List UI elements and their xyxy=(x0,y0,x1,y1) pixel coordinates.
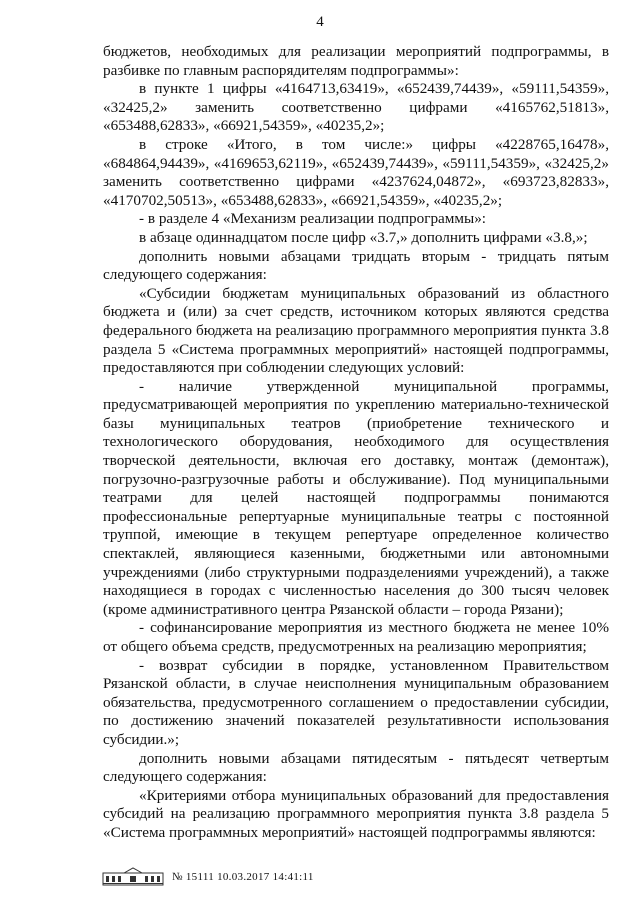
paragraph: дополнить новыми абзацами тридцать вторым - тридцать пятым следующего содержания: xyxy=(103,247,609,284)
paragraph: «Субсидии бюджетам муниципальных образований из областного бюджета и (или) за счет средств, источником которых являются средства федерального бюджета на реализацию программного мероприятия пункта 3.8 раздела 5 «Система программных мероприятий» настоящей подпрограммы, предоставляются при соблюдении следующих условий: xyxy=(103,284,609,377)
paragraph: - в разделе 4 «Механизм реализации подпрограммы»: xyxy=(139,210,487,228)
document-body xyxy=(103,43,609,843)
paragraph: в абзаце одиннадцатом после цифр «3.7,» дополнить цифрами «3.8,»; xyxy=(139,228,588,246)
page-number: 4 xyxy=(316,14,324,30)
paragraph: - софинансирование мероприятия из местного бюджета не менее 10% от общего объема средств, предусмотренных на реализацию мероприятия; xyxy=(103,619,609,655)
document-footer xyxy=(102,866,314,888)
paragraph: в пункте 1 цифры «4164713,63419», «652439,74439», «59111,54359», «32425,2» заменить соответственно цифрами «4165762,51813», «653488,62833», «66921,54359», «40235,2»; xyxy=(103,80,609,135)
paragraph: - возврат субсидии в порядке, установленном Правительством Рязанской области, в случае неисполнения муниципальным образованием обязательства, предусмотренного соглашением о предоставлении субсидии, по достижению значений показателей результативности использования субсидии.»; xyxy=(103,656,609,748)
paragraph: бюджетов, необходимых для реализации мероприятий подпрограммы, в разбивке по главным распорядителям подпрограммы»: xyxy=(103,43,609,79)
building-seal-icon xyxy=(102,867,164,887)
paragraph: «Критериями отбора муниципальных образований для предоставления субсидий на реализацию программного мероприятия пункта 3.8 раздела 5 «Система программных мероприятий» настоящей подпрограммы являются: xyxy=(103,786,609,841)
paragraph: - наличие утвержденной муниципальной программы, предусматривающей мероприятия по укреплению материально-технической базы муниципальных театров (приобретение технического и технологического оборудования, необходимого для осуществления творческой деятельности, включая его доставку, монтаж (демонтаж), погрузочно-разгрузочные работы и обслуживание). Под муниципальными театрами для целей настоящей подпрограммы понимаются профессиональные репертуарные муниципальные театры с постоянной труппой, имеющие в текущем репертуаре определенное количество спектаклей, являющиеся казенными, бюджетными или автономными учреждениями (либо структурными подразделениями учреждений), а также находящиеся в городах с численностью населения до 300 тысяч человек (кроме административного центра Рязанской области – города Рязани); xyxy=(103,377,609,618)
registration-stamp: № 15111 10.03.2017 14:41:11 xyxy=(172,871,314,883)
paragraph: в строке «Итого, в том числе:» цифры «4228765,16478», «684864,94439», «4169653,62119», «652439,74439», «59111,54359», «32425,2» заменить соответственно цифрами «4237624,04872», «693723,82833», «4170702,50513», «653488,62833», «66921,54359», «40235,2»; xyxy=(103,135,609,209)
paragraph: дополнить новыми абзацами пятидесятым - пятьдесят четвертым следующего содержания: xyxy=(103,749,609,786)
